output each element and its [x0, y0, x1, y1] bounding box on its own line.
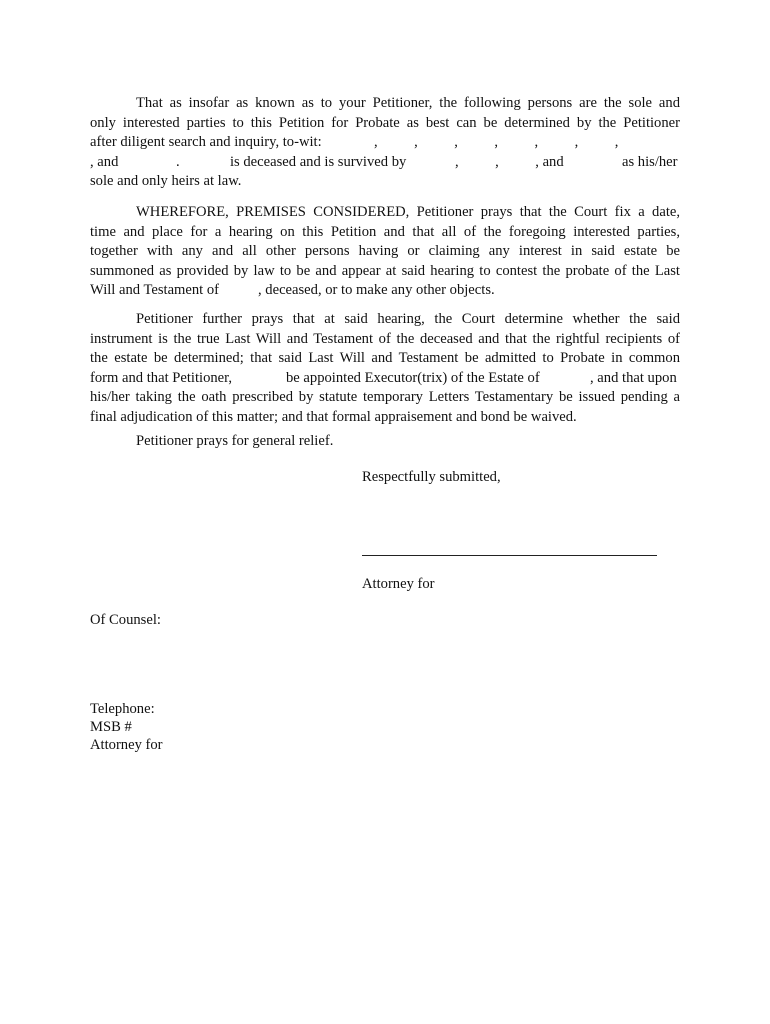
p1-line-4-hisher: as his/her: [622, 153, 678, 170]
p1-line-4-deceased: is deceased and is survived by: [230, 153, 407, 170]
p1-line-4: [90, 153, 680, 173]
p3-line-4-appointed: be appointed Executor(trix) of the Estate of: [286, 369, 540, 386]
p1-line-5: sole and only heirs at law.: [90, 173, 242, 189]
signature-line: [362, 555, 657, 556]
msb-label: MSB #: [90, 719, 132, 735]
paragraph-general-relief: Petitioner prays for general relief.: [136, 433, 334, 449]
p1-line-3-text: after diligent search and inquiry, to-wit:: [90, 134, 322, 150]
p3-line-2: instrument is the true Last Will and Testament of the deceased and that the rightful recipients of: [90, 330, 680, 347]
p1-line-3: [90, 133, 680, 153]
telephone-label: Telephone:: [90, 701, 155, 717]
p2-line-1: WHEREFORE, PREMISES CONSIDERED, Petitioner prays that the Court fix a date,: [136, 204, 680, 220]
paragraph-further-prays: [90, 310, 680, 427]
p2-line-3: together with any and all other persons having or claiming any interest in said estate be: [90, 243, 680, 259]
p1-line-2: only interested parties to this Petition for Probate as best can be determined by the Petitioner: [90, 114, 680, 131]
p3-line-3: the estate be determined; that said Last Will and Testament be admitted to Probate in common: [90, 350, 680, 366]
of-counsel-label: Of Counsel:: [90, 612, 161, 628]
paragraph-wherefore: [90, 203, 680, 301]
signature-attorney-for: Attorney for: [362, 576, 435, 592]
p3-line-4-upon: , and that upon: [590, 369, 677, 386]
p1-line-4-and: , and: [90, 153, 119, 170]
p3-line-4: [90, 369, 680, 389]
p1-line-3-commas: , , , , , , ,: [374, 134, 619, 150]
p2-line-5-deceased: , deceased, or to make any other objects.: [258, 282, 495, 298]
p2-line-4: summoned as provided by law to be and appear at said hearing to contest the probate of the Last: [90, 262, 680, 279]
footer-attorney-for: Attorney for: [90, 737, 163, 753]
p3-line-6: final adjudication of this matter; and that formal appraisement and bond be waived.: [90, 408, 577, 425]
p1-line-4-commas: , , , and: [455, 153, 564, 170]
p3-line-4-text: form and that Petitioner,: [90, 369, 233, 386]
p2-line-5-text: Will and Testament of: [90, 282, 220, 298]
paragraph-interested-parties: [90, 94, 680, 192]
p2-line-5: [90, 281, 680, 301]
p3-line-1: Petitioner further prays that at said hearing, the Court determine whether the said: [136, 311, 680, 327]
p1-line-4-period: .: [176, 153, 180, 170]
p2-line-2: time and place for a hearing on this Petition and that all of the foregoing interested parties,: [90, 223, 680, 240]
p1-line-1: That as insofar as known as to your Petitioner, the following persons are the sole and: [136, 95, 680, 111]
p3-line-5: his/her taking the oath prescribed by statute temporary Letters Testamentary be issued pending a: [90, 389, 680, 405]
closing-respectfully-submitted: Respectfully submitted,: [362, 469, 501, 485]
